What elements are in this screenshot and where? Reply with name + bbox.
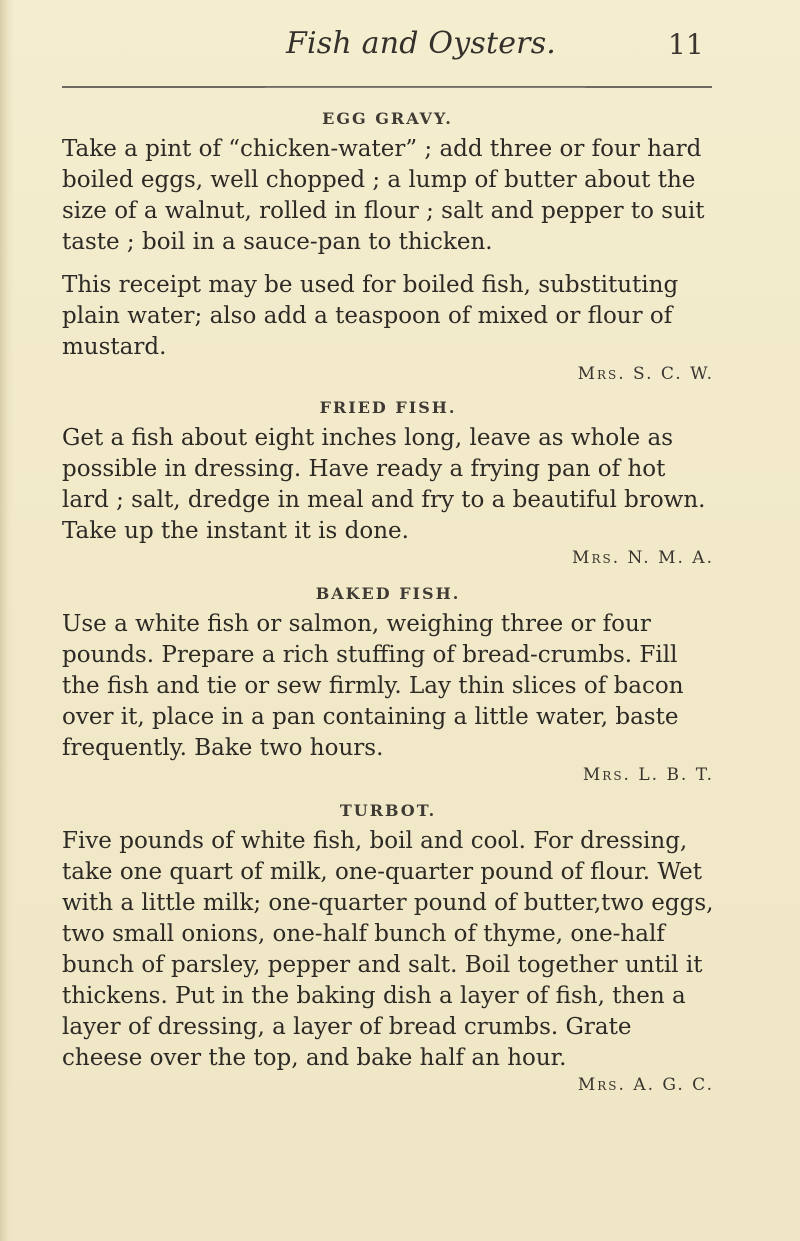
running-head: Fish and Oysters.	[286, 26, 557, 61]
recipe-author: Mrs. A. G. C.	[577, 1075, 714, 1095]
recipe-author: Mrs. S. C. W.	[577, 364, 714, 384]
recipe-paragraph: Get a fish about eight inches long, leave as whole as possible in dressing. Have ready a frying pan of hot lard ; salt, dredge in meal and fry to a beautiful brown. Take up the instant it is done.	[62, 425, 706, 544]
recipe-paragraph: This receipt may be used for boiled fish, substituting plain water; also add a teaspoon of mixed or flour of mustard.	[62, 272, 679, 360]
recipe-title: BAKED FISH.	[315, 584, 461, 603]
recipe-baked-fish	[62, 584, 714, 785]
recipe-fried-fish	[62, 398, 714, 568]
recipe-paragraph: Use a white fish or salmon, weighing three or four pounds. Prepare a rich stuffing of bread-crumbs. Fill the fish and tie or sew firmly. Lay thin slices of bacon over it, place in a pan containing a little water, baste frequently. Bake two hours.	[62, 611, 684, 761]
recipe-paragraph: Take a pint of “chicken-water” ; add three or four hard boiled eggs, well chopped ; a lump of butter about the size of a walnut, rolled in flour ; salt and pepper to suit taste ; boil in a sauce-pan to thicken.	[62, 136, 705, 255]
recipe-paragraph: Five pounds of white fish, boil and cool. For dressing, take one quart of milk, one-quarter pound of flour. Wet with a little milk; one-quarter pound of butter,two eggs, two small onions, one-half bunch of thyme, one-half bunch of parsley, pepper and salt. Boil together until it thickens. Put in the baking dish a layer of fish, then a layer of dressing, a layer of bread crumbs. Grate cheese over the top, and bake half an hour.	[62, 828, 714, 1071]
recipe-egg-gravy	[62, 109, 714, 384]
recipe-title: EGG GRAVY.	[322, 109, 453, 128]
page-number: 11	[668, 28, 704, 61]
page-content	[62, 109, 714, 1095]
recipe-turbot	[62, 801, 714, 1095]
recipe-title: FRIED FISH.	[319, 398, 457, 417]
recipe-author: Mrs. N. M. A.	[572, 548, 714, 568]
recipe-title: TURBOT.	[339, 801, 437, 820]
recipe-author: Mrs. L. B. T.	[582, 765, 714, 785]
page-edge-shadow	[0, 0, 14, 1241]
header-rule-highlight	[265, 87, 585, 88]
